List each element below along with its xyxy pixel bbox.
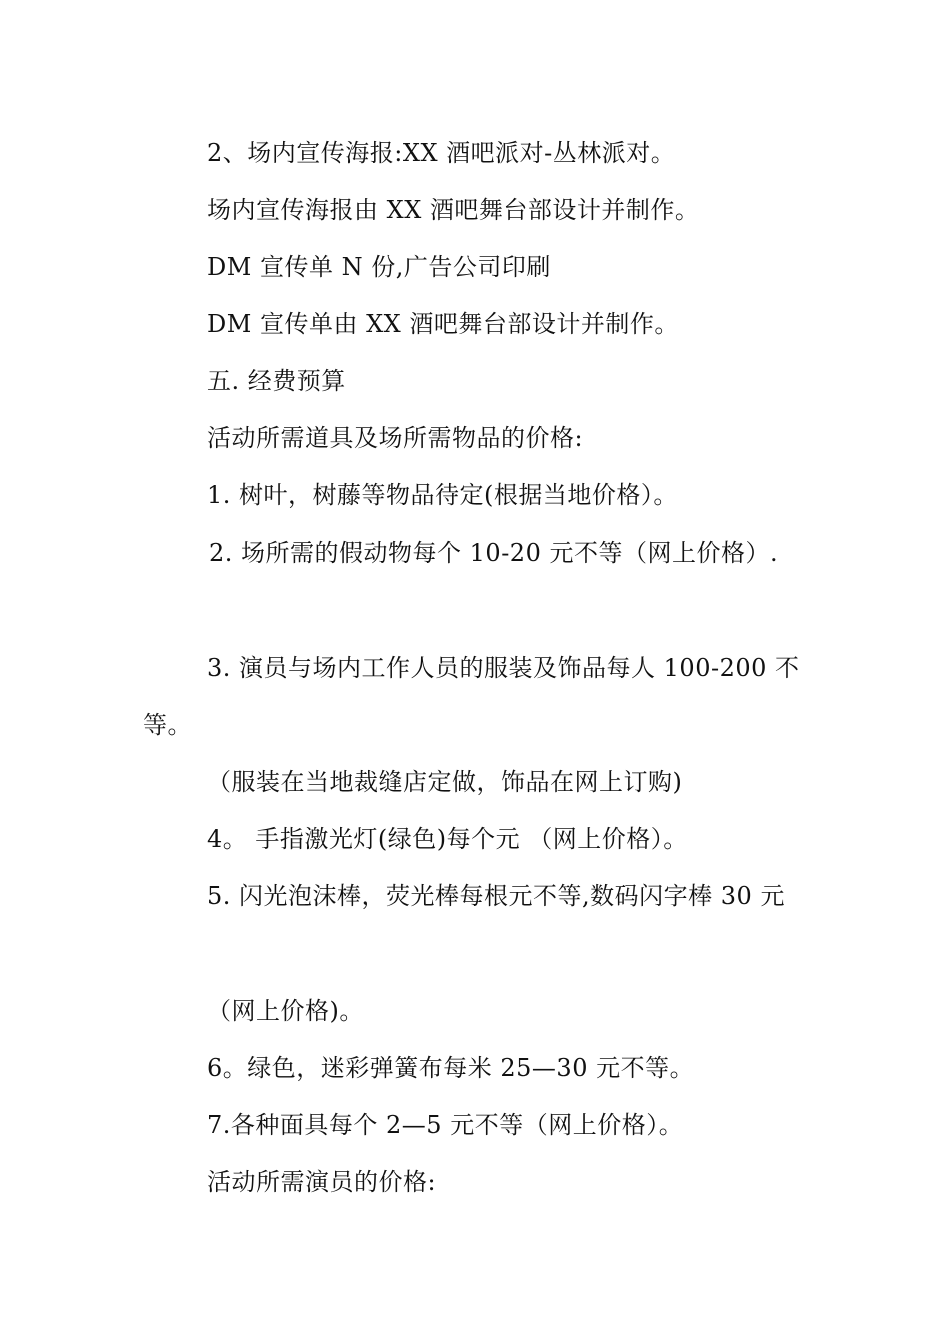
costume-note: （服装在当地裁缝店定做，饰品在网上订购) <box>207 768 683 796</box>
item-7-masks: 7.各种面具每个 2—5 元不等（网上价格）。 <box>207 1111 684 1139</box>
item-5-glow-sticks: 5. 闪光泡沫棒，荧光棒每根元不等,数码闪字棒 30 元 <box>207 882 785 910</box>
item-3-costumes: 3. 演员与场内工作人员的服装及饰品每人 100-200 不 <box>207 654 800 682</box>
item-6-camo-fabric: 6。绿色，迷彩弹簧布每米 25—30 元不等。 <box>207 1054 695 1082</box>
dm-design-text: DM 宣传单由 XX 酒吧舞台部设计并制作。 <box>207 310 679 338</box>
performer-price-intro: 活动所需演员的价格: <box>207 1168 437 1196</box>
item-5-glow-sticks-cont: （网上价格)。 <box>207 997 364 1025</box>
item-2-fake-animals: 2. 场所需的假动物每个 10-20 元不等（网上价格）. <box>209 539 779 567</box>
dm-print-text: DM 宣传单 N 份,广告公司印刷 <box>207 253 551 281</box>
poster-heading: 2、场内宣传海报:XX 酒吧派对-丛林派对。 <box>207 139 676 167</box>
budget-heading: 五. 经费预算 <box>207 367 346 395</box>
item-4-laser: 4。 手指激光灯(绿色)每个元 （网上价格）。 <box>207 825 688 853</box>
props-price-intro: 活动所需道具及场所需物品的价格: <box>207 424 584 452</box>
poster-design-text: 场内宣传海报由 XX 酒吧舞台部设计并制作。 <box>207 196 700 224</box>
item-1-leaves: 1. 树叶，树藤等物品待定(根据当地价格）。 <box>207 481 678 509</box>
item-3-costumes-cont: 等。 <box>143 711 192 739</box>
